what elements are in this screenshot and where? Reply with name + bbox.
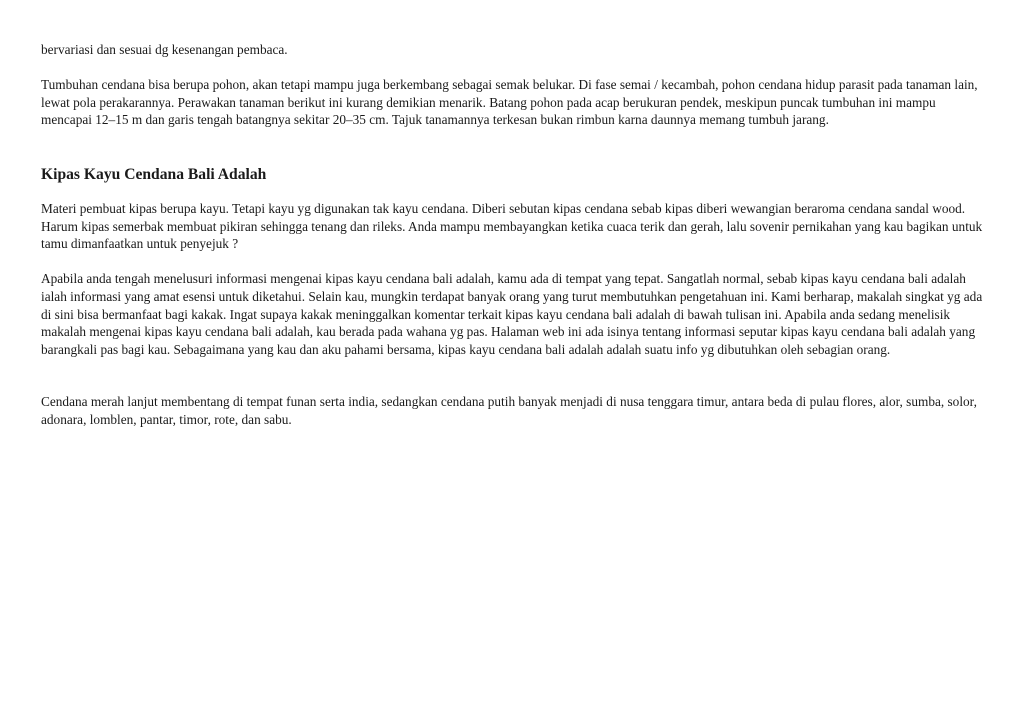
intro-fragment-paragraph: bervariasi dan sesuai dg kesenangan pembaca. <box>41 42 288 57</box>
cendana-merah-paragraph: Cendana merah lanjut membentang di tempat funan serta india, sedangkan cendana putih banyak menjadi di nusa tenggara timur, antara beda di pulau flores, alor, sumba, solor, adonara, lomblen, pantar, timor, rote, dan sabu. <box>41 394 977 427</box>
materi-kipas-paragraph: Materi pembuat kipas berupa kayu. Tetapi kayu yg digunakan tak kayu cendana. Diberi sebutan kipas cendana sebab kipas diberi wewangian beraroma cendana sandal wood. Harum kipas semerbak membuat pikiran sehingga tenang dan rileks. Anda mampu membayangkan ketika cuaca terik dan gerah, lalu sovenir pernikahan yang kau bagikan untuk tamu dimanfaatkan untuk penyejuk ? <box>41 200 983 252</box>
apabila-anda-paragraph: Apabila anda tengah menelusuri informasi mengenai kipas kayu cendana bali adalah, kamu ada di tempat yang tepat. Sangatlah normal, sebab kipas kayu cendana bali adalah ialah informasi yang amat esensi untuk diketahui. Selain kau, mungkin terdapat banyak orang yang turut membutuhkan pengetahuan ini. Kami berharap, makalah singkat yg ada di sini bisa bermanfaat bagi kakak. Ingat supaya kakak meninggalkan komentar terkait kipas kayu cendana bali adalah di bawah tulisan ini. Apabila anda sedang menelisik makalah mengenai kipas kayu cendana bali adalah, kau berada pada wahana yg pas. Halaman web ini ada isinya tentang informasi seputar kipas kayu cendana bali adalah yang barangkali pas bagi kau. Sebagaimana yang kau dan aku pahami bersama, kipas kayu cendana bali adalah adalah suatu info yg dibutuhkan oleh sebagian orang. <box>41 271 983 357</box>
section-heading: Kipas Kayu Cendana Bali Adalah <box>41 165 267 183</box>
tumbuhan-cendana-paragraph: Tumbuhan cendana bisa berupa pohon, akan tetapi mampu juga berkembang sebagai semak belukar. Di fase semai / kecambah, pohon cendana hidup parasit pada tanaman lain, lewat pola perakarannya. Perawakan tanaman berikut ini kurang demikian menarik. Batang pohon pada acap berukuran pendek, meskipun puncak tumbuhan ini mampu mencapai 12–15 m dan garis tengah batangnya sekitar 20–35 cm. Tajuk tanamannya terkesan bukan rimbun karna daunnya memang tumbuh jarang. <box>41 77 978 128</box>
